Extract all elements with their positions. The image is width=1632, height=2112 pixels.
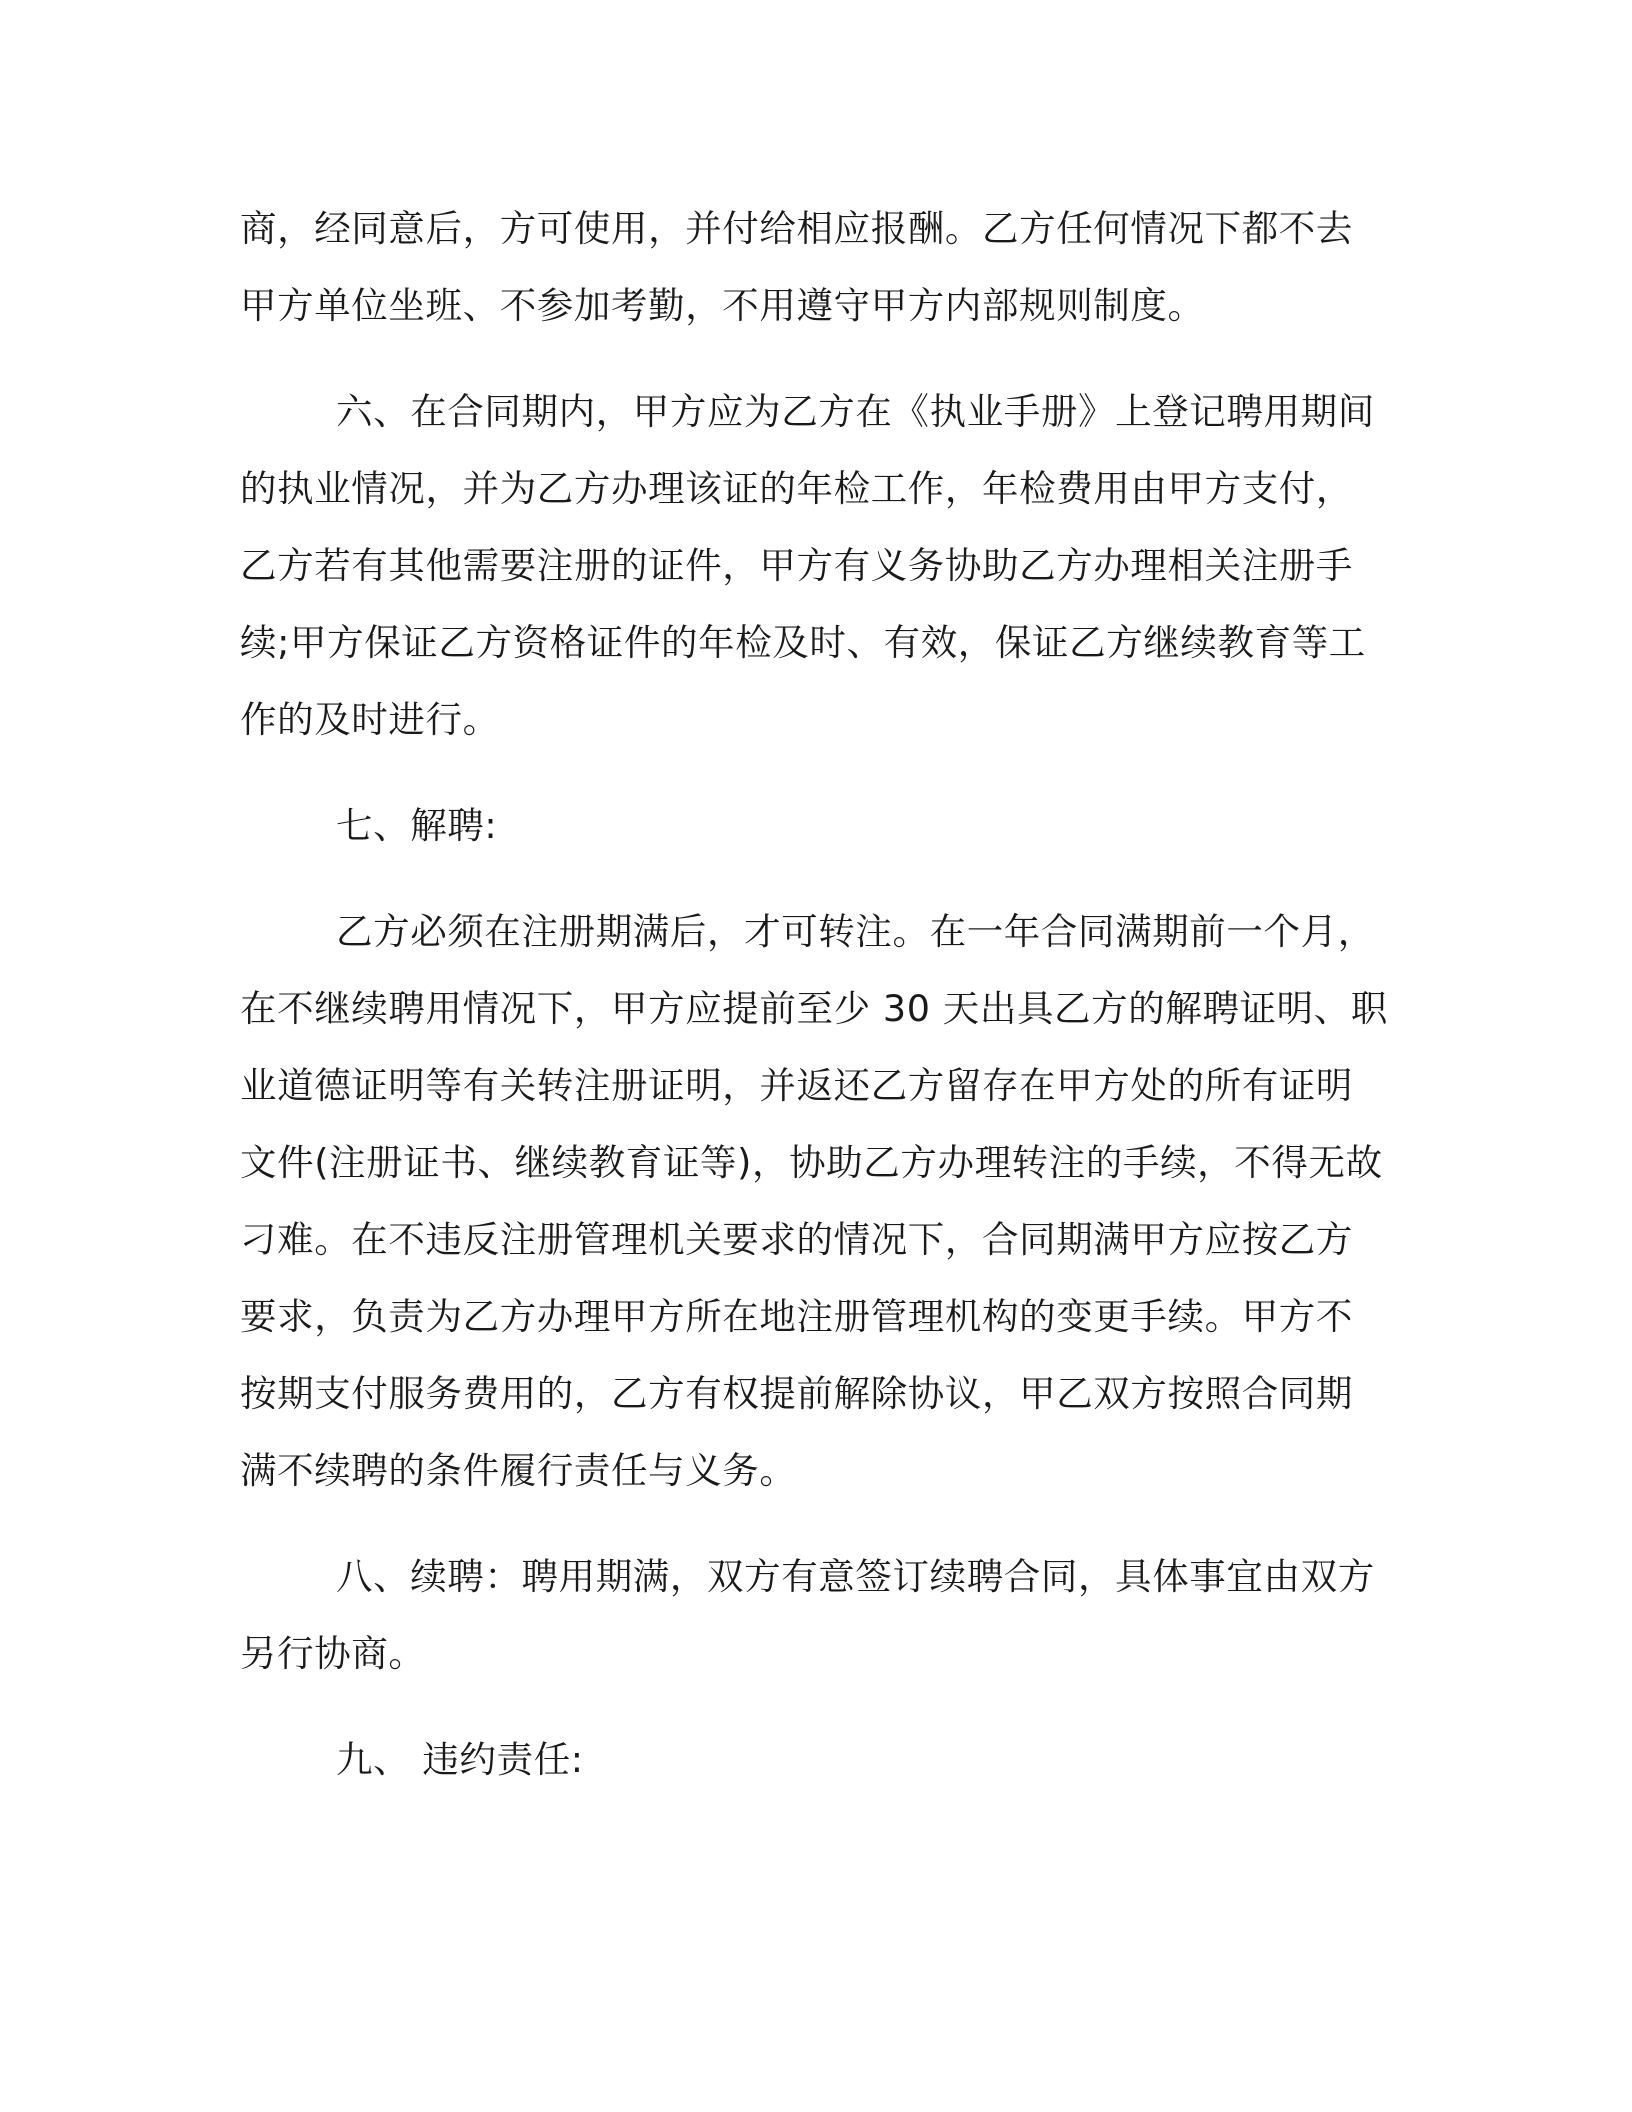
heading-clause-seven: 七、解聘: bbox=[336, 804, 498, 847]
heading-clause-nine: 九、 违约责任: bbox=[336, 1738, 584, 1781]
paragraph-clause-six: 六、在合同期内，甲方应为乙方在《执业手册》上登记聘用期间的执业情况，并为乙方办理该证的年检工作，年检费用由甲方支付，乙方若有其他需要注册的证件，甲方有义务协助乙方办理相关注册手续;甲方保证乙方资格证件的年检及时、有效，保证乙方继续教育等工作的及时进行。 bbox=[240, 390, 1375, 741]
paragraph-clause-eight: 八、续聘：聘用期满，双方有意签订续聘合同，具体事宜由双方另行协商。 bbox=[240, 1555, 1375, 1675]
document-body bbox=[240, 190, 1390, 1798]
paragraph-continuation: 商，经同意后，方可使用，并付给相应报酬。乙方任何情况下都不去甲方单位坐班、不参加考勤，不用遵守甲方内部规则制度。 bbox=[240, 207, 1353, 327]
paragraph-clause-seven-body: 乙方必须在注册期满后，才可转注。在一年合同满期前一个月，在不继续聘用情况下，甲方应提前至少 30 天出具乙方的解聘证明、职业道德证明等有关转注册证明，并返还乙方留存在甲方处的所有证明文件(注册证书、继续教育证等)，协助乙方办理转注的手续，不得无故刁难。在不违反注册管理机关要求的情况下，合同期满甲方应按乙方要求，负责为乙方办理甲方所在地注册管理机构的变更手续。甲方不按期支付服务费用的，乙方有权提前解除协议，甲乙双方按照合同期满不续聘的条件履行责任与义务。 bbox=[240, 910, 1388, 1492]
